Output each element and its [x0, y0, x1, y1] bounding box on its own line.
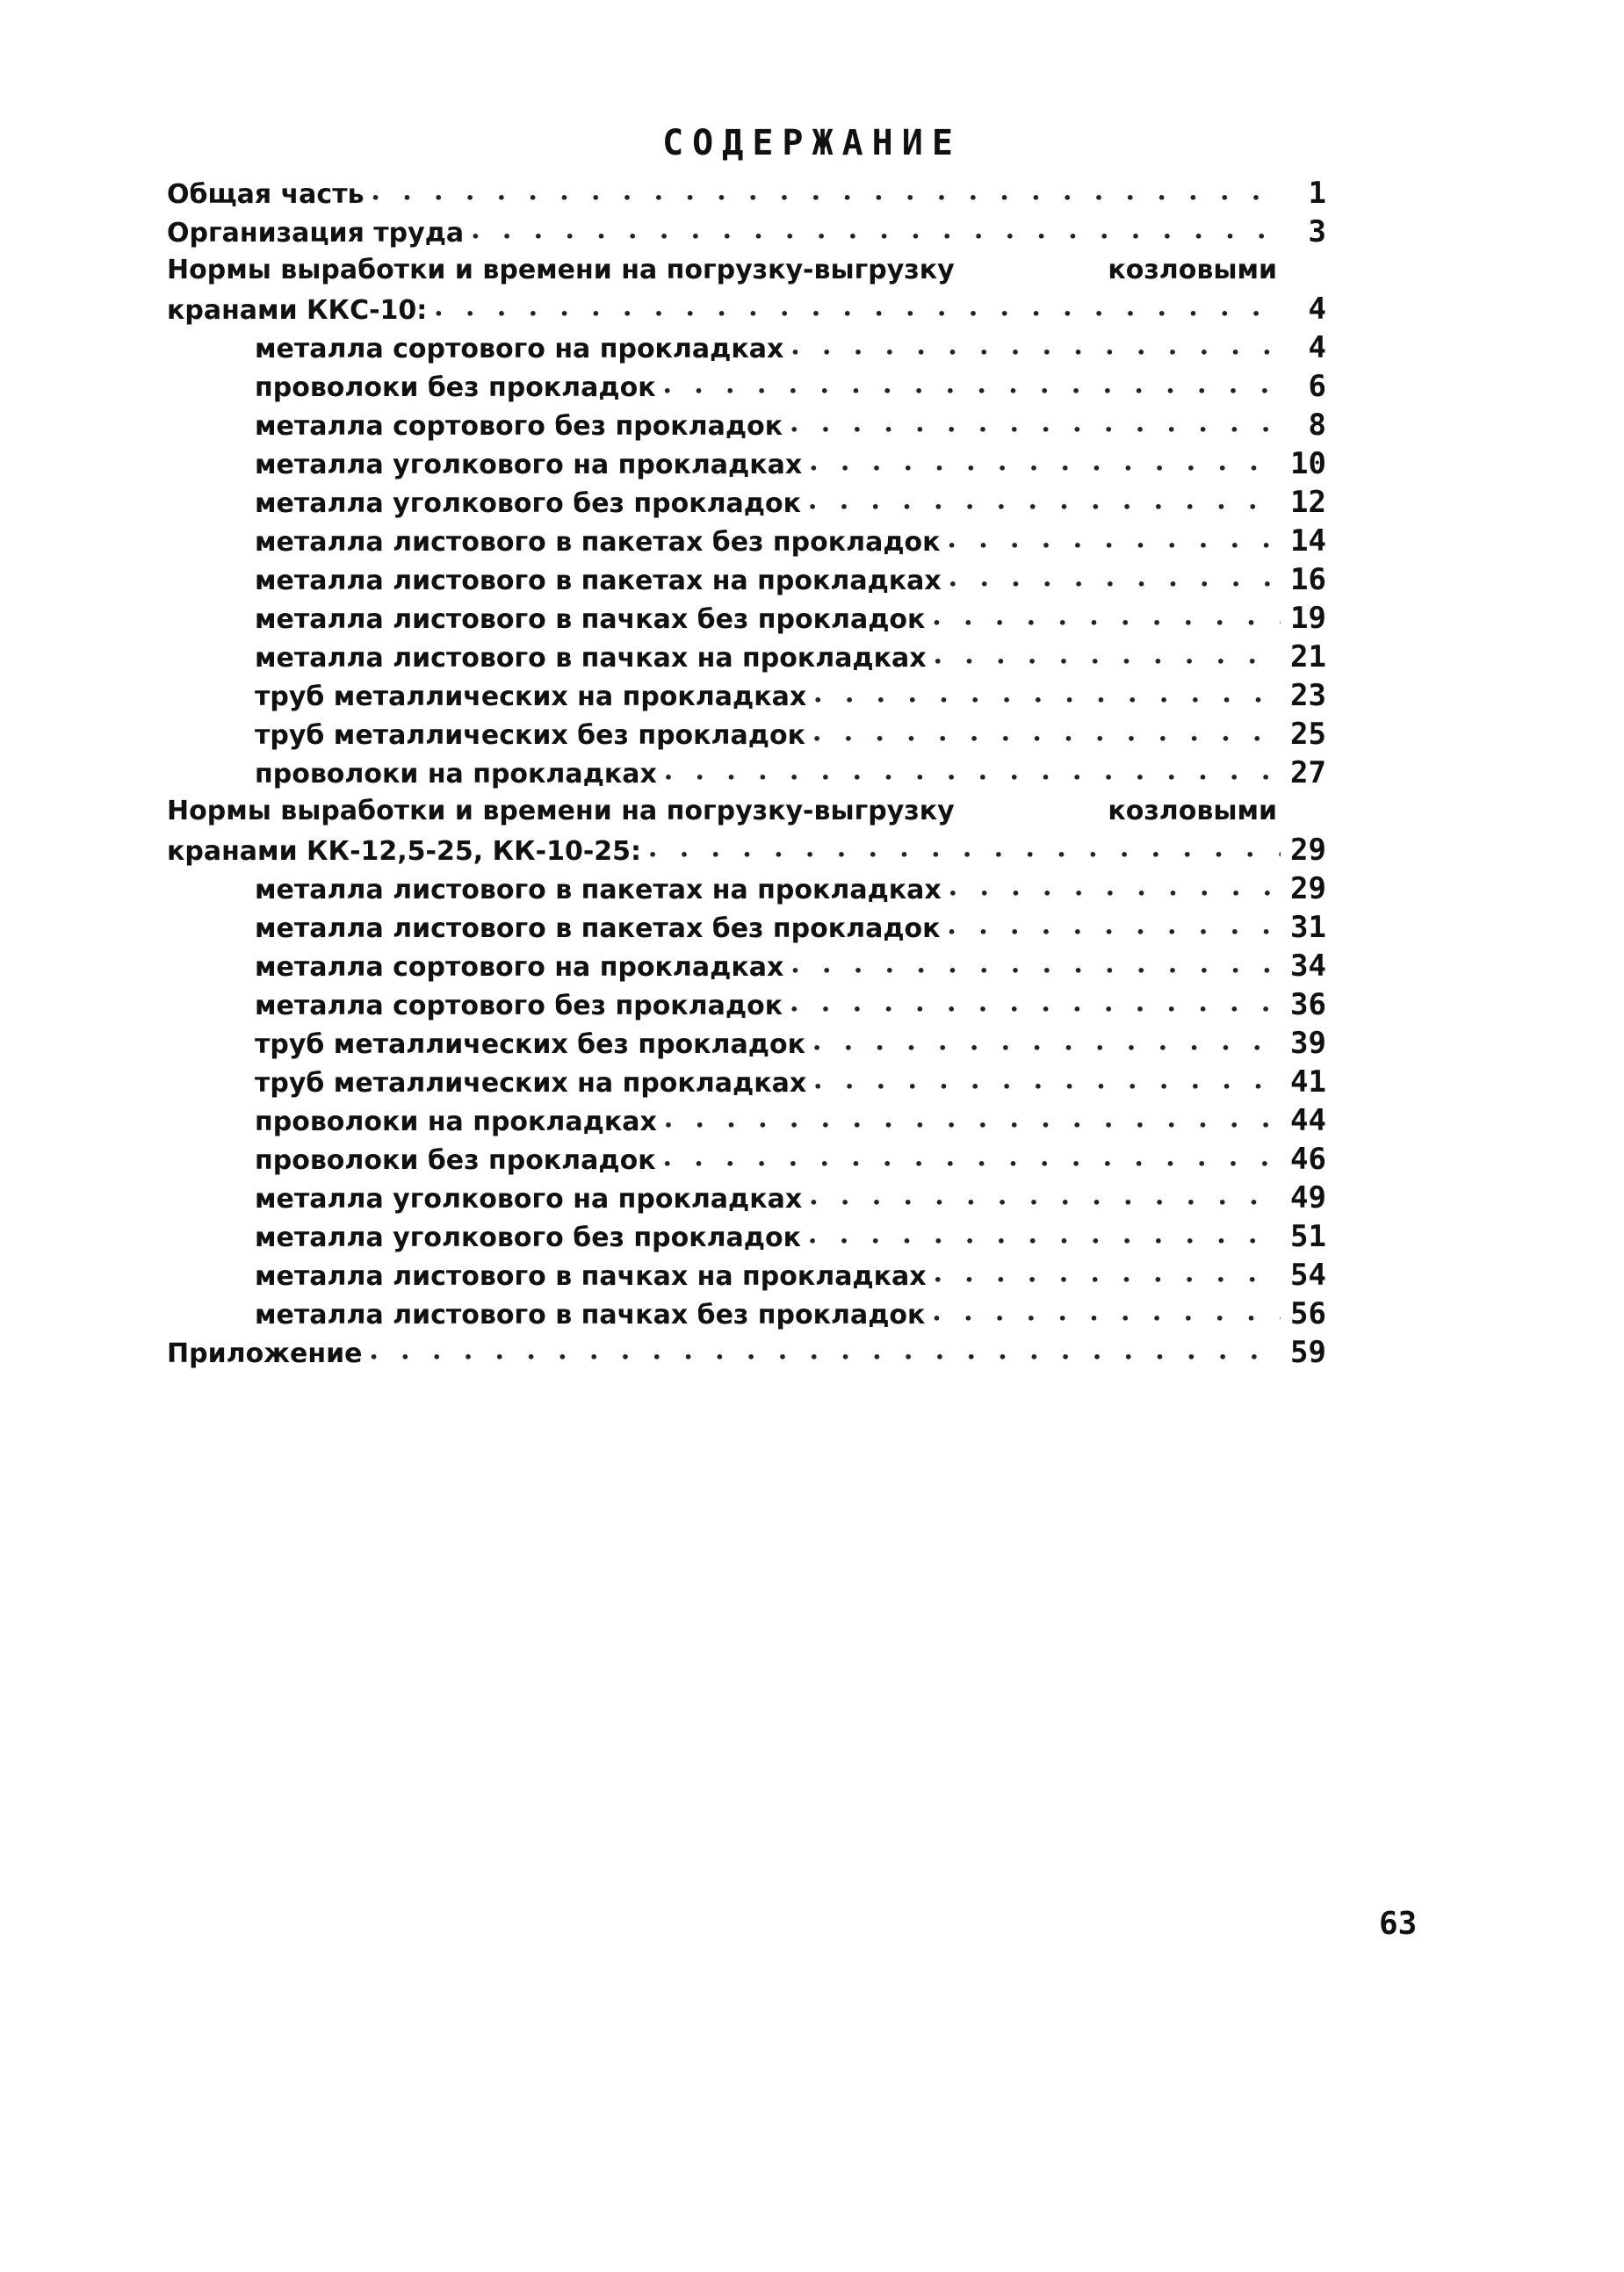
toc-subentry-label: металла листового в пакетах на прокладках: [255, 875, 942, 905]
toc-subentry: [167, 444, 1326, 483]
dot-leader: [813, 678, 1281, 720]
toc-entry-labor: [167, 213, 1326, 251]
toc-subentry-page: 12: [1290, 485, 1326, 520]
dot-leader: [809, 446, 1281, 488]
toc-subentry-label: металла сортового без прокладок: [255, 991, 783, 1021]
toc-subentry: [167, 522, 1326, 560]
toc-subentry-label: металла уголкового на прокладках: [255, 1184, 803, 1215]
toc-entry-page: 4: [1308, 292, 1326, 327]
toc-subentry: [167, 1295, 1326, 1333]
dot-leader: [949, 871, 1281, 913]
toc-subentry-page: 23: [1290, 678, 1326, 713]
toc-subentry: [167, 560, 1326, 599]
dot-leader: [790, 408, 1281, 450]
dot-leader: [948, 523, 1281, 566]
toc-subentry: [167, 1217, 1326, 1256]
table-of-contents: [167, 174, 1326, 1372]
toc-subentry: [167, 908, 1326, 947]
toc-subentry-label: металла листового в пачках без прокладок: [255, 1300, 926, 1331]
toc-subentry-label: проволоки без прокладок: [255, 1145, 656, 1176]
toc-subentry-label: металла листового в пачках на прокладках: [255, 1261, 927, 1292]
page-title: СОДЕРЖАНИЕ: [662, 123, 962, 163]
toc-subentry: [167, 1063, 1326, 1101]
dot-leader: [790, 948, 1281, 991]
toc-subentry-page: 19: [1290, 601, 1326, 636]
toc-subentry-label: металла сортового на прокладках: [255, 334, 784, 364]
toc-subentry-page: 39: [1290, 1026, 1326, 1061]
dot-leader: [790, 330, 1281, 372]
toc-subentry: [167, 676, 1326, 715]
toc-subentry-page: 8: [1308, 408, 1326, 443]
section2-heading-line1: [167, 792, 1326, 831]
toc-subentry-page: 14: [1290, 523, 1326, 559]
toc-subentry-label: металла уголкового без прокладок: [255, 1223, 802, 1253]
toc-subentry: [167, 869, 1326, 908]
toc-entry-general: [167, 174, 1326, 213]
toc-subentry: [167, 1179, 1326, 1217]
toc-subentry-page: 34: [1290, 948, 1326, 984]
toc-subentry-label: труб металлических на прокладках: [255, 1068, 807, 1099]
toc-entry-appendix: [167, 1333, 1326, 1372]
toc-entry-section1: [167, 290, 1326, 328]
section2-items: [167, 869, 1326, 1333]
toc-entry-page: 59: [1290, 1335, 1326, 1370]
toc-subentry: [167, 715, 1326, 754]
toc-subentry: [167, 985, 1326, 1024]
toc-entry-label: Организация труда: [167, 218, 465, 249]
toc-subentry: [167, 406, 1326, 444]
toc-subentry-label: металла листового в пачках на прокладках: [255, 643, 927, 674]
toc-subentry-page: 54: [1290, 1258, 1326, 1293]
toc-subentry-page: 51: [1290, 1219, 1326, 1254]
dot-leader: [813, 1064, 1281, 1107]
toc-subentry: [167, 1101, 1326, 1140]
section1-heading-line1: [167, 251, 1326, 290]
toc-subentry-label: металла уголкового без прокладок: [255, 488, 802, 519]
toc-subentry-page: 49: [1290, 1180, 1326, 1215]
toc-subentry-page: 25: [1290, 717, 1326, 752]
toc-entry-label: Приложение: [167, 1338, 363, 1369]
page-number: 63: [1379, 1906, 1418, 1942]
dot-leader: [372, 176, 1281, 218]
dot-leader: [948, 910, 1281, 952]
toc-subentry: [167, 1024, 1326, 1063]
toc-subentry: [167, 638, 1326, 676]
toc-subentry-label: металла листового в пакетах без прокладок: [255, 913, 941, 944]
dot-leader: [934, 639, 1281, 682]
dot-leader: [663, 369, 1281, 411]
toc-subentry: [167, 367, 1326, 406]
toc-subentry-label: металла уголкового на прокладках: [255, 450, 803, 480]
dot-leader: [664, 755, 1281, 797]
toc-subentry-label: проволоки без прокладок: [255, 372, 656, 403]
toc-subentry-page: 6: [1308, 369, 1326, 404]
toc-subentry: [167, 599, 1326, 638]
dot-leader: [663, 1142, 1281, 1184]
toc-entry-page: 1: [1308, 176, 1326, 211]
toc-entry-section2: [167, 831, 1326, 869]
dot-leader: [664, 1103, 1281, 1145]
dot-leader: [812, 717, 1281, 759]
dot-leader: [949, 562, 1281, 604]
dot-leader: [434, 292, 1281, 334]
toc-subentry-label: металла листового в пачках без прокладок: [255, 604, 926, 635]
section2-heading-right: козловыми: [1108, 796, 1277, 826]
toc-entry-page: 3: [1308, 214, 1326, 249]
toc-subentry-page: 46: [1290, 1142, 1326, 1177]
dot-leader: [932, 601, 1281, 643]
toc-entry-page: 29: [1290, 833, 1326, 868]
toc-subentry: [167, 947, 1326, 985]
dot-leader: [790, 987, 1281, 1029]
section1-heading-left: Нормы выработки и времени на погрузку-выгрузку: [167, 255, 955, 285]
toc-subentry-page: 44: [1290, 1103, 1326, 1138]
dot-leader: [471, 214, 1281, 256]
toc-subentry-page: 16: [1290, 562, 1326, 597]
toc-subentry: [167, 754, 1326, 792]
section1-heading-right: козловыми: [1108, 255, 1277, 285]
toc-subentry-label: проволоки на прокладках: [255, 759, 657, 790]
toc-subentry-page: 41: [1290, 1064, 1326, 1100]
section2-heading-left: Нормы выработки и времени на погрузку-выгрузку: [167, 796, 955, 826]
toc-subentry-label: труб металлических без прокладок: [255, 1029, 805, 1060]
dot-leader: [808, 485, 1281, 527]
dot-leader: [809, 1180, 1281, 1223]
dot-leader: [808, 1219, 1281, 1261]
section1-items: [167, 328, 1326, 792]
section2-heading-line2: кранами КК-12,5-25, КК-10-25:: [167, 836, 642, 867]
toc-subentry-label: труб металлических на прокладках: [255, 682, 807, 712]
toc-subentry-page: 27: [1290, 755, 1326, 790]
dot-leader: [369, 1335, 1281, 1377]
toc-subentry-page: 29: [1290, 871, 1326, 906]
toc-subentry-label: металла сортового на прокладках: [255, 952, 784, 983]
toc-subentry-page: 36: [1290, 987, 1326, 1022]
dot-leader: [932, 1296, 1281, 1338]
toc-subentry-page: 10: [1290, 446, 1326, 481]
section1-heading-line2: кранами ККС-10:: [167, 295, 428, 326]
dot-leader: [812, 1026, 1281, 1068]
dot-leader: [648, 833, 1281, 875]
dot-leader: [934, 1258, 1281, 1300]
toc-subentry-page: 21: [1290, 639, 1326, 674]
toc-subentry: [167, 328, 1326, 367]
toc-subentry-label: металла листового в пакетах на прокладках: [255, 566, 942, 596]
toc-subentry-page: 31: [1290, 910, 1326, 945]
toc-subentry-label: проволоки на прокладках: [255, 1107, 657, 1137]
toc-subentry-label: металла сортового без прокладок: [255, 411, 783, 442]
toc-subentry-page: 56: [1290, 1296, 1326, 1331]
toc-subentry: [167, 483, 1326, 522]
toc-subentry-page: 4: [1308, 330, 1326, 365]
toc-subentry-label: металла листового в пакетах без прокладок: [255, 527, 941, 558]
toc-subentry: [167, 1256, 1326, 1295]
toc-subentry: [167, 1140, 1326, 1179]
toc-entry-label: Общая часть: [167, 179, 364, 210]
toc-subentry-label: труб металлических без прокладок: [255, 720, 805, 751]
